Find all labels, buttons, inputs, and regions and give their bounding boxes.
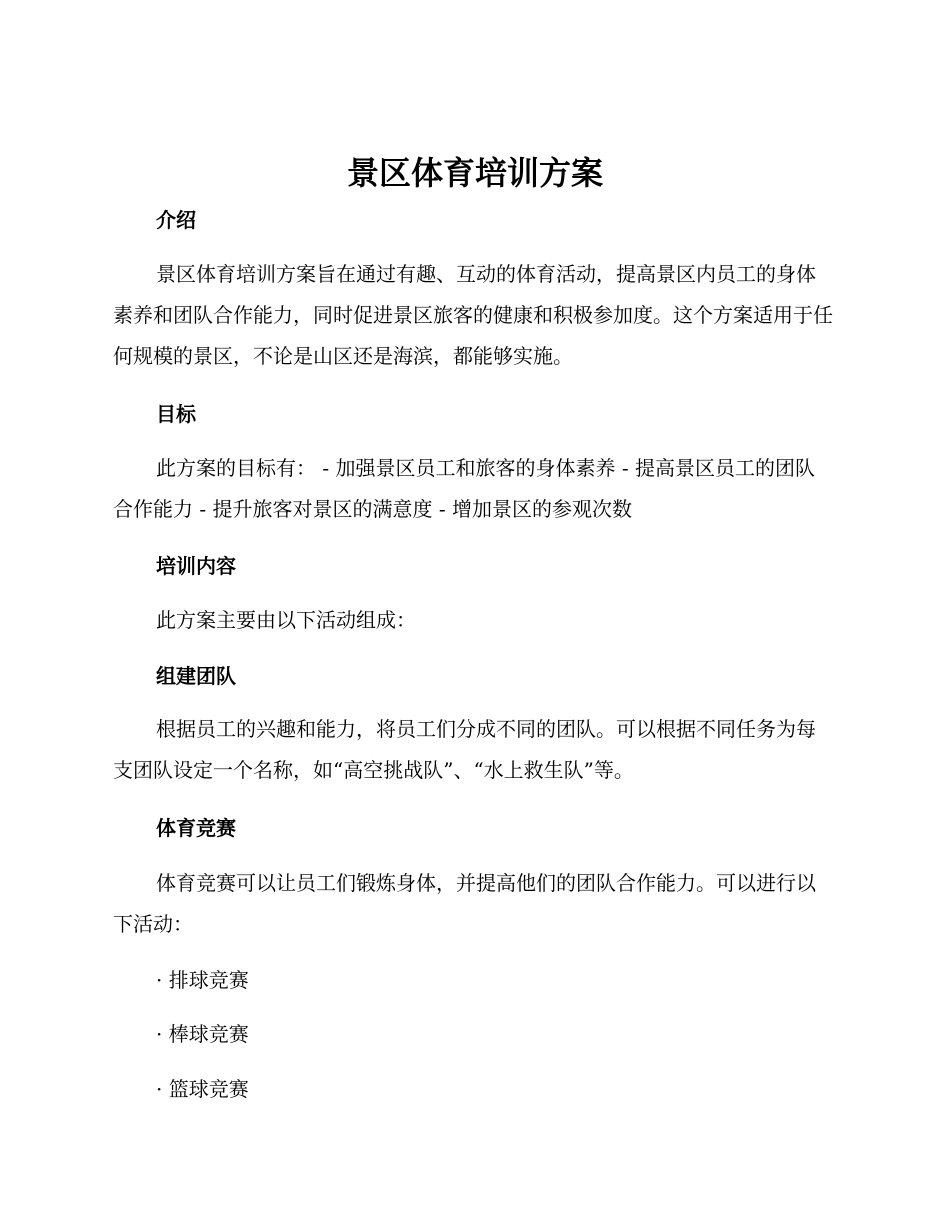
list-item: · 排球竞赛	[156, 968, 249, 992]
page-title: 景区体育培训方案	[346, 154, 603, 192]
section-heading-sports-competition: 体育竞赛	[156, 816, 236, 840]
section-paragraph-goals: 此方案的目标有： - 加强景区员工和旅客的身体素养 - 提高景区员工的团队合作能力 - 提升旅客对景区的满意度 - 增加景区的参观次数	[113, 456, 815, 521]
section-paragraph-sports-competition: 体育竞赛可以让员工们锻炼身体，并提高他们的团队合作能力。可以进行以下活动：	[113, 871, 816, 936]
section-heading-team-building: 组建团队	[156, 664, 236, 688]
section-paragraph-team-building: 根据员工的兴趣和能力，将员工们分成不同的团队。可以根据不同任务为每支团队设定一个名称，如“高空挑战队”、“水上救生队”等。	[113, 717, 816, 782]
list-item: · 篮球竞赛	[156, 1077, 249, 1101]
section-heading-intro: 介绍	[156, 208, 196, 232]
section-heading-goals: 目标	[156, 402, 196, 426]
section-paragraph-intro: 景区体育培训方案旨在通过有趣、互动的体育活动，提高景区内员工的身体素养和团队合作能力，同时促进景区旅客的健康和积极参加度。这个方案适用于任何规模的景区，不论是山区还是海滨，都能够实施。	[113, 262, 833, 368]
list-item: · 棒球竞赛	[156, 1022, 249, 1046]
section-paragraph-training-content: 此方案主要由以下活动组成：	[156, 608, 416, 632]
section-heading-training-content: 培训内容	[156, 554, 236, 578]
